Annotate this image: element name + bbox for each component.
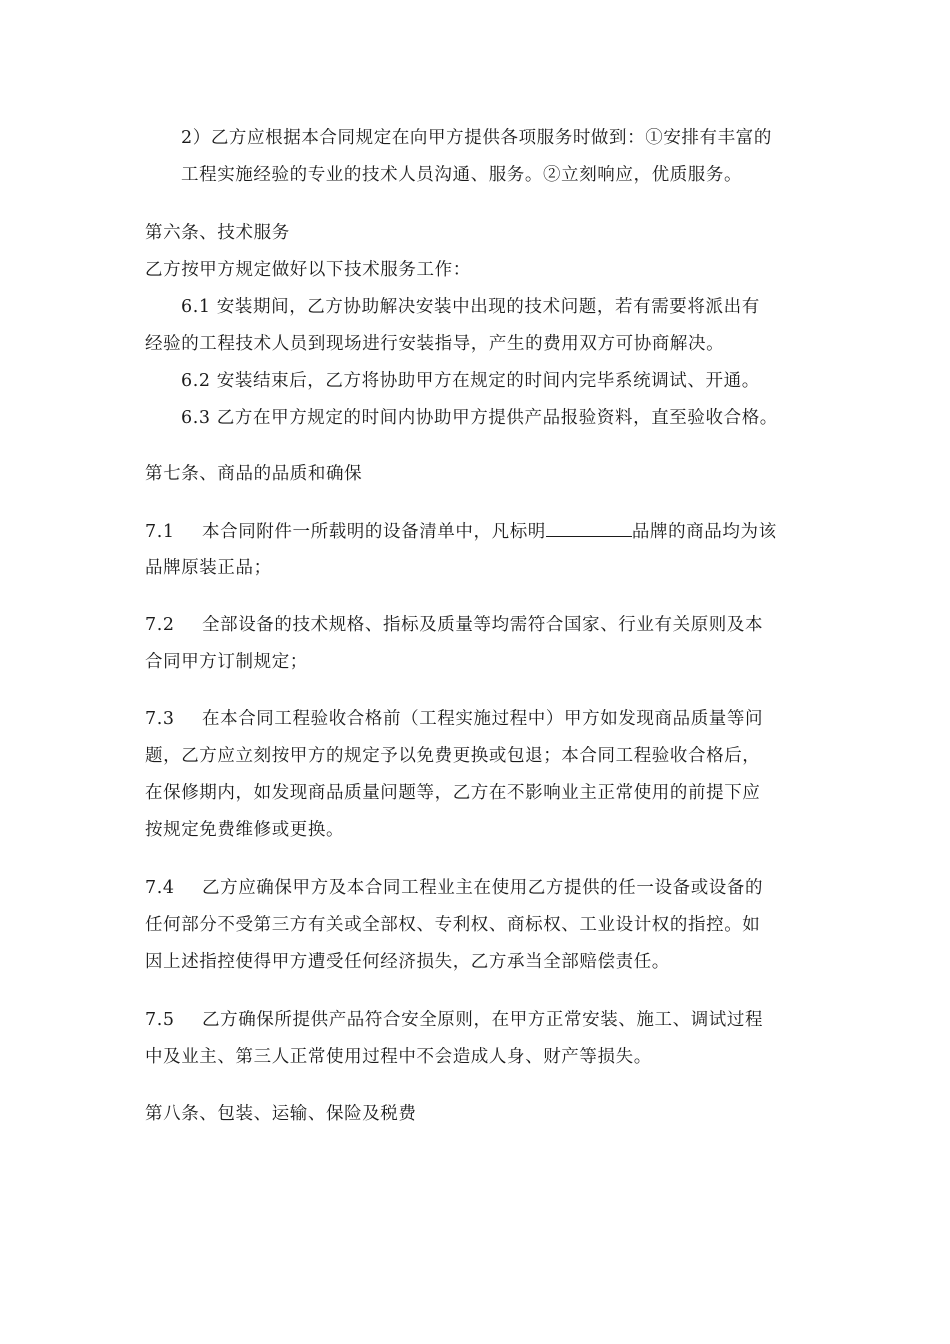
clause-7-4-line-1 — [145, 876, 763, 900]
clause-number: 7.3 — [145, 709, 175, 729]
clause-text: 品牌的商品均为该 — [631, 522, 777, 542]
article-8-heading: 第八条、包装、运输、保险及税费 — [145, 1104, 417, 1124]
clause-7-5-line-2: 中及业主、第三人正常使用过程中不会造成人身、财产等损失。 — [145, 1047, 652, 1067]
clause-2-line-2: 工程实施经验的专业的技术人员沟通、服务。②立刻响应，优质服务。 — [181, 165, 743, 185]
clause-6-2: 6.2 安装结束后，乙方将协助甲方在规定的时间内完毕系统调试、开通。 — [181, 371, 760, 391]
clause-number: 7.2 — [145, 615, 175, 635]
brand-blank — [546, 519, 632, 537]
clause-7-3-line-1 — [145, 707, 763, 731]
clause-7-2-line-1 — [145, 613, 763, 637]
clause-text: 本合同附件一所载明的设备清单中，凡标明 — [202, 522, 546, 542]
clause-7-3-line-2: 题，乙方应立刻按甲方的规定予以免费更换或包退；本合同工程验收合格后， — [145, 746, 761, 766]
clause-7-4-line-2: 任何部分不受第三方有关或全部权、专利权、商标权、工业设计权的指控。如 — [145, 915, 761, 935]
article-6-intro: 乙方按甲方规定做好以下技术服务工作： — [145, 260, 471, 280]
clause-6-3: 6.3 乙方在甲方规定的时间内协助甲方提供产品报验资料，直至验收合格。 — [181, 408, 778, 428]
clause-7-4-line-3: 因上述指控使得甲方遭受任何经济损失，乙方承当全部赔偿责任。 — [145, 952, 670, 972]
clause-number: 7.1 — [145, 522, 175, 542]
clause-6-1-line-2: 经验的工程技术人员到现场进行安装指导，产生的费用双方可协商解决。 — [145, 334, 725, 354]
clause-2-line-1: 2）乙方应根据本合同规定在向甲方提供各项服务时做到：①安排有丰富的 — [181, 128, 772, 148]
clause-text: 在本合同工程验收合格前（工程实施过程中）甲方如发现商品质量等问 — [202, 709, 764, 729]
clause-7-5-line-1 — [145, 1008, 763, 1032]
article-6-heading: 第六条、技术服务 — [145, 223, 290, 243]
clause-text: 乙方确保所提供产品符合安全原则，在甲方正常安装、施工、调试过程 — [202, 1010, 764, 1030]
clause-7-3-line-3: 在保修期内，如发现商品质量问题等，乙方在不影响业主正常使用的前提下应 — [145, 783, 761, 803]
clause-6-1-line-1: 6.1 安装期间，乙方协助解决安装中出现的技术问题，若有需要将派出有 — [181, 297, 760, 317]
clause-7-1-line-1 — [145, 519, 777, 544]
clause-text: 全部设备的技术规格、指标及质量等均需符合国家、行业有关原则及本 — [202, 615, 764, 635]
clause-number: 7.5 — [145, 1010, 175, 1030]
clause-7-1-line-2: 品牌原装正品； — [145, 558, 272, 578]
clause-number: 7.4 — [145, 878, 175, 898]
article-7-heading: 第七条、商品的品质和确保 — [145, 464, 363, 484]
clause-7-2-line-2: 合同甲方订制规定； — [145, 652, 308, 672]
clause-7-3-line-4: 按规定免费维修或更换。 — [145, 820, 345, 840]
clause-text: 乙方应确保甲方及本合同工程业主在使用乙方提供的任一设备或设备的 — [202, 878, 764, 898]
